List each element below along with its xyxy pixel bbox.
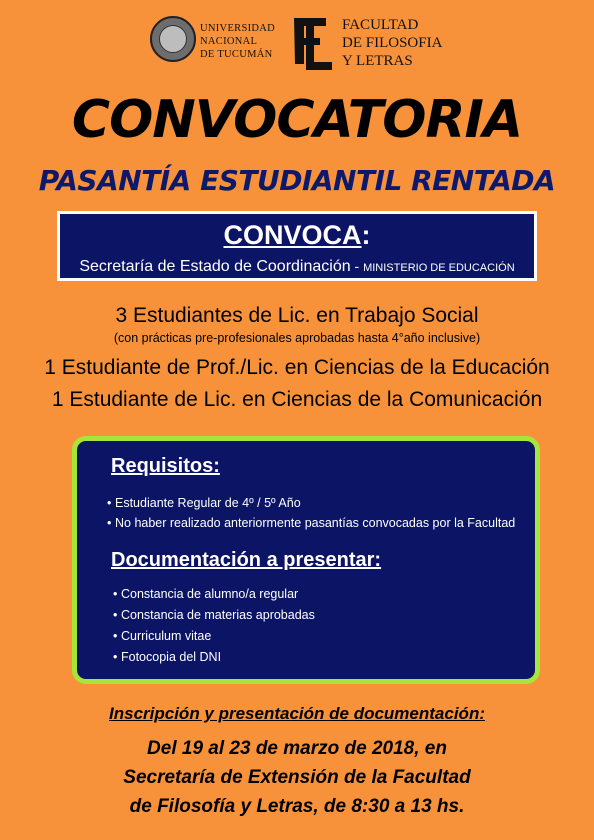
positions-list — [0, 303, 594, 413]
list-item: • Constancia de alumno/a regular — [113, 587, 299, 601]
convoca-organism: Secretaría de Estado de Coordinación — [79, 258, 351, 275]
registration-details — [0, 734, 594, 821]
convoca-colon: : — [361, 220, 371, 250]
documentation-heading: Documentación a presentar: — [111, 549, 382, 571]
requirements-heading: Requisitos: — [111, 455, 220, 477]
university-line: UNIVERSIDAD — [200, 23, 276, 34]
faculty-name — [342, 16, 442, 70]
registration-line: de Filosofía y Letras, de 8:30 a 13 hs. — [129, 796, 465, 817]
convoca-ministry: MINISTERIO DE EDUCACIÓN — [363, 262, 515, 274]
requirements-list — [107, 493, 515, 533]
documentation-list — [113, 584, 315, 668]
list-item: • No haber realizado anteriormente pasantías convocadas por la Facultad — [107, 516, 516, 530]
list-item: • Constancia de materias aprobadas — [113, 608, 315, 622]
list-item-text: Constancia de alumno/a regular — [121, 587, 299, 601]
university-line: DE TUCUMÁN — [200, 49, 273, 60]
position-line: 3 Estudiantes de Lic. en Trabajo Social — [115, 304, 479, 327]
position-line: 1 Estudiante de Lic. en Ciencias de la Comunicación — [51, 388, 543, 411]
university-name — [200, 22, 275, 61]
list-item: • Estudiante Regular de 4º / 5º Año — [107, 496, 301, 510]
faculty-line: Y LETRAS — [342, 53, 413, 69]
page-subtitle: PASANTÍA ESTUDIANTIL RENTADA — [38, 164, 556, 197]
page-title: CONVOCATORIA — [71, 90, 523, 150]
convoca-heading — [60, 220, 534, 250]
university-seal-icon — [150, 16, 196, 62]
convoca-box — [57, 211, 537, 281]
list-item-text: Fotocopia del DNI — [121, 650, 222, 664]
convoca-organism-line — [60, 258, 534, 276]
position-line: 1 Estudiante de Prof./Lic. en Ciencias de la Educación — [44, 356, 550, 379]
convoca-heading-text: CONVOCA — [223, 220, 362, 250]
faculty-line: FACULTAD — [342, 17, 419, 33]
faculty-line: DE FILOSOFIA — [342, 35, 443, 51]
university-line: NACIONAL — [200, 36, 258, 47]
list-item: • Curriculum vitae — [113, 629, 212, 643]
list-item-text: Curriculum vitae — [121, 629, 212, 643]
requirements-box — [72, 436, 540, 684]
convoca-separator: - — [350, 258, 364, 274]
list-item-text: No haber realizado anteriormente pasantías convocadas por la Facultad — [115, 516, 516, 530]
list-item: • Fotocopia del DNI — [113, 650, 222, 664]
list-item-text: Constancia de materias aprobadas — [121, 608, 315, 622]
position-note: (con prácticas pre-profesionales aprobadas hasta 4°año inclusive) — [113, 331, 481, 345]
registration-heading: Inscripción y presentación de documentación: — [109, 704, 485, 723]
fl-monogram-icon — [286, 14, 336, 72]
header — [0, 14, 594, 80]
registration-line: Secretaría de Extensión de la Facultad — [123, 767, 471, 788]
registration-line: Del 19 al 23 de marzo de 2018, en — [147, 738, 447, 759]
list-item-text: Estudiante Regular de 4º / 5º Año — [115, 496, 301, 510]
